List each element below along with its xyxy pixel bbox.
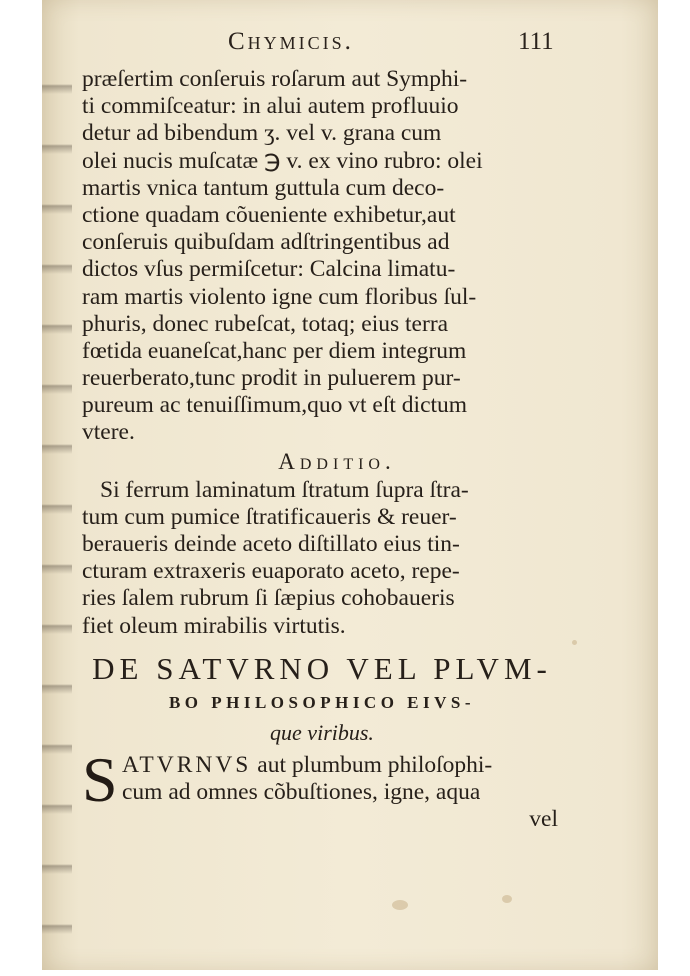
text-line: ctione quadam cõueniente exhibetur,aut bbox=[82, 201, 456, 228]
text-line: fiet oleum mirabilis virtutis. bbox=[82, 612, 346, 639]
spacer bbox=[82, 640, 562, 650]
catchword: vel bbox=[529, 806, 558, 833]
bleed-through-margin bbox=[42, 60, 72, 940]
additio-heading: Additio. bbox=[278, 448, 396, 474]
paper-stain bbox=[392, 900, 408, 910]
text-line: martis vnica tantum guttula cum deco- bbox=[82, 174, 445, 201]
book-page bbox=[42, 0, 658, 970]
chapter-title: DE SATVRNO VEL PLVM- bbox=[92, 650, 552, 686]
line-rest: aut plumbum philoſophi- bbox=[251, 751, 493, 778]
text-line: conſeruis quibuſdam adſtringentibus ad bbox=[82, 229, 450, 256]
text-line: Si ferrum laminatum ſtratum ſupra ſtra- bbox=[100, 476, 469, 503]
text-line: cum ad omnes cõbuſtiones, igne, aqua bbox=[122, 778, 481, 805]
text-line: dictos vſus permiſcetur: Calcina limatu- bbox=[82, 256, 456, 283]
text-block bbox=[82, 66, 562, 833]
drop-cap: S bbox=[82, 743, 118, 815]
text-line: olei nucis muſcatæ ℈ v. ex vino rubro: olei bbox=[82, 147, 483, 174]
text-line: beraueris deinde aceto diſtillato eius tin- bbox=[82, 531, 460, 557]
text-line: reuerberato,tunc prodit in puluerem pur- bbox=[82, 365, 461, 392]
running-head bbox=[42, 28, 658, 62]
text-line: pureum ac tenuiſſimum,quo vt eſt dictum bbox=[82, 392, 468, 419]
small-caps-word: ATVRNVS bbox=[122, 751, 252, 778]
chapter-subtitle: BO PHILOSOPHICO EIVS- bbox=[168, 692, 476, 712]
text-line bbox=[82, 752, 562, 779]
text-line: præſertim conſeruis roſarum aut Symphi- bbox=[82, 66, 468, 92]
text-line: ti commiſceatur: in alui autem profluuio bbox=[82, 93, 459, 120]
text-line: tum cum pumice ſtratificaueris & reuer- bbox=[82, 503, 457, 530]
additio-paragraph bbox=[82, 477, 562, 640]
chapter-opening bbox=[82, 743, 562, 834]
chapter-subtitle-italic: que viribus. bbox=[270, 719, 374, 745]
text-line: vtere. bbox=[82, 419, 135, 446]
body-paragraph bbox=[82, 66, 562, 447]
running-head-title: Chymicis. bbox=[228, 28, 354, 55]
text-line: cturam extraxeris euaporato aceto, repe- bbox=[82, 558, 460, 585]
text-line: ries ſalem rubrum ſi ſæpius cohobaueris bbox=[82, 585, 455, 612]
page-number: 111 bbox=[518, 28, 554, 55]
paper-stain bbox=[572, 640, 577, 645]
text-line: fœtida euaneſcat,hanc per diem integrum bbox=[82, 337, 467, 364]
text-line: detur ad bibendum ʒ. vel v. grana cum bbox=[82, 120, 442, 147]
text-line: phuris, donec rubeſcat, totaq; eius terra bbox=[82, 310, 449, 337]
paper-stain bbox=[502, 895, 512, 903]
text-line: ram martis violento igne cum floribus ſul- bbox=[82, 283, 477, 310]
